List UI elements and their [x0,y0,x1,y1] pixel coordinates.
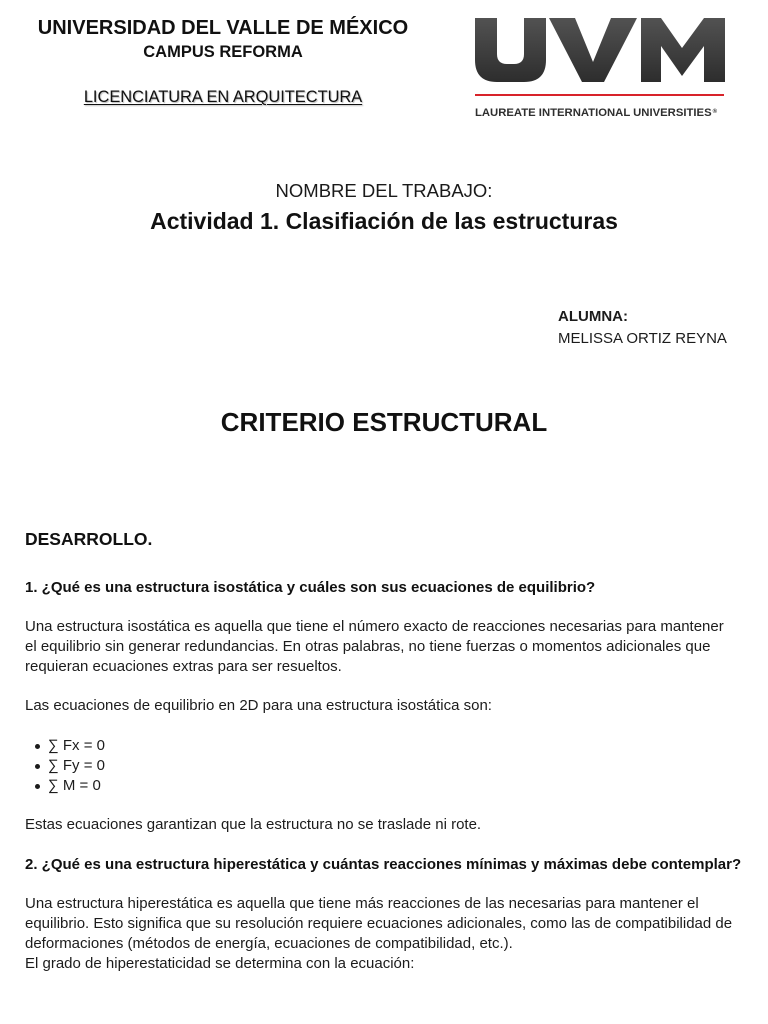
equations-conclusion: Estas ecuaciones garantizan que la estructura no se traslade ni rote. [25,816,482,833]
answer-2-line: Una estructura hiperestática es aquella que tiene más reacciones de las necesarias para mantener el [25,895,699,912]
logo-wordmark [470,14,732,88]
student-name: MELISSA ORTIZ REYNA [558,330,727,347]
section-title: CRITERIO ESTRUCTURAL [220,407,548,437]
equation-item [25,776,325,796]
equation-text: ∑ M = 0 [48,777,101,794]
bullet-icon [35,784,40,789]
answer-1-line: el equilibrio sin generar redundancias. En otras palabras, no tiene fuerzas o momentos adicionales que [25,638,711,655]
campus-name: CAMPUS REFORMA [143,43,303,61]
equation-item [25,736,325,756]
answer-1-line: requieran ecuaciones extras para ser resueltos. [25,658,342,675]
logo-tagline [475,107,717,119]
uvm-logo [470,14,732,124]
answer-2-line: equilibrio. Esto significa que su resolución requiere ecuaciones adicionales, como las de compatibilidad de [25,915,733,932]
logo-tagline-text: LAUREATE INTERNATIONAL UNIVERSITIES [475,107,712,119]
institution-name: UNIVERSIDAD DEL VALLE DE MÉXICO [37,17,409,39]
question-2: 2. ¿Qué es una estructura hiperestática y cuántas reacciones mínimas y máximas debe contemplar? [25,856,742,873]
student-label: ALUMNA: [558,308,628,325]
logo-letter-u [475,18,546,82]
logo-letter-v [549,18,637,82]
question-1: 1. ¿Qué es una estructura isostática y cuáles son sus ecuaciones de equilibrio? [25,579,596,596]
logo-letter-m [641,18,725,82]
answer-2-line: deformaciones (métodos de energía, ecuaciones de compatibilidad, etc.). [25,935,513,952]
equation-text: ∑ Fy = 0 [48,757,105,774]
logo-rule [475,94,724,96]
bullet-icon [35,764,40,769]
assignment-title: Actividad 1. Clasifiación de las estructuras [150,208,618,234]
answer-2-followup: El grado de hiperestaticidad se determina con la ecuación: [25,955,415,972]
answer-1-line: Una estructura isostática es aquella que tiene el número exacto de reacciones necesarias para mantener [25,618,724,635]
assignment-label: NOMBRE DEL TRABAJO: [275,180,493,201]
bullet-icon [35,744,40,749]
development-heading: DESARROLLO. [25,529,153,549]
registered-mark: ® [712,109,718,115]
equation-item [25,756,325,776]
program-name: LICENCIATURA EN ARQUITECTURA [83,88,363,106]
equations-intro: Las ecuaciones de equilibrio en 2D para una estructura isostática son: [25,697,492,714]
equation-text: ∑ Fx = 0 [48,737,105,754]
